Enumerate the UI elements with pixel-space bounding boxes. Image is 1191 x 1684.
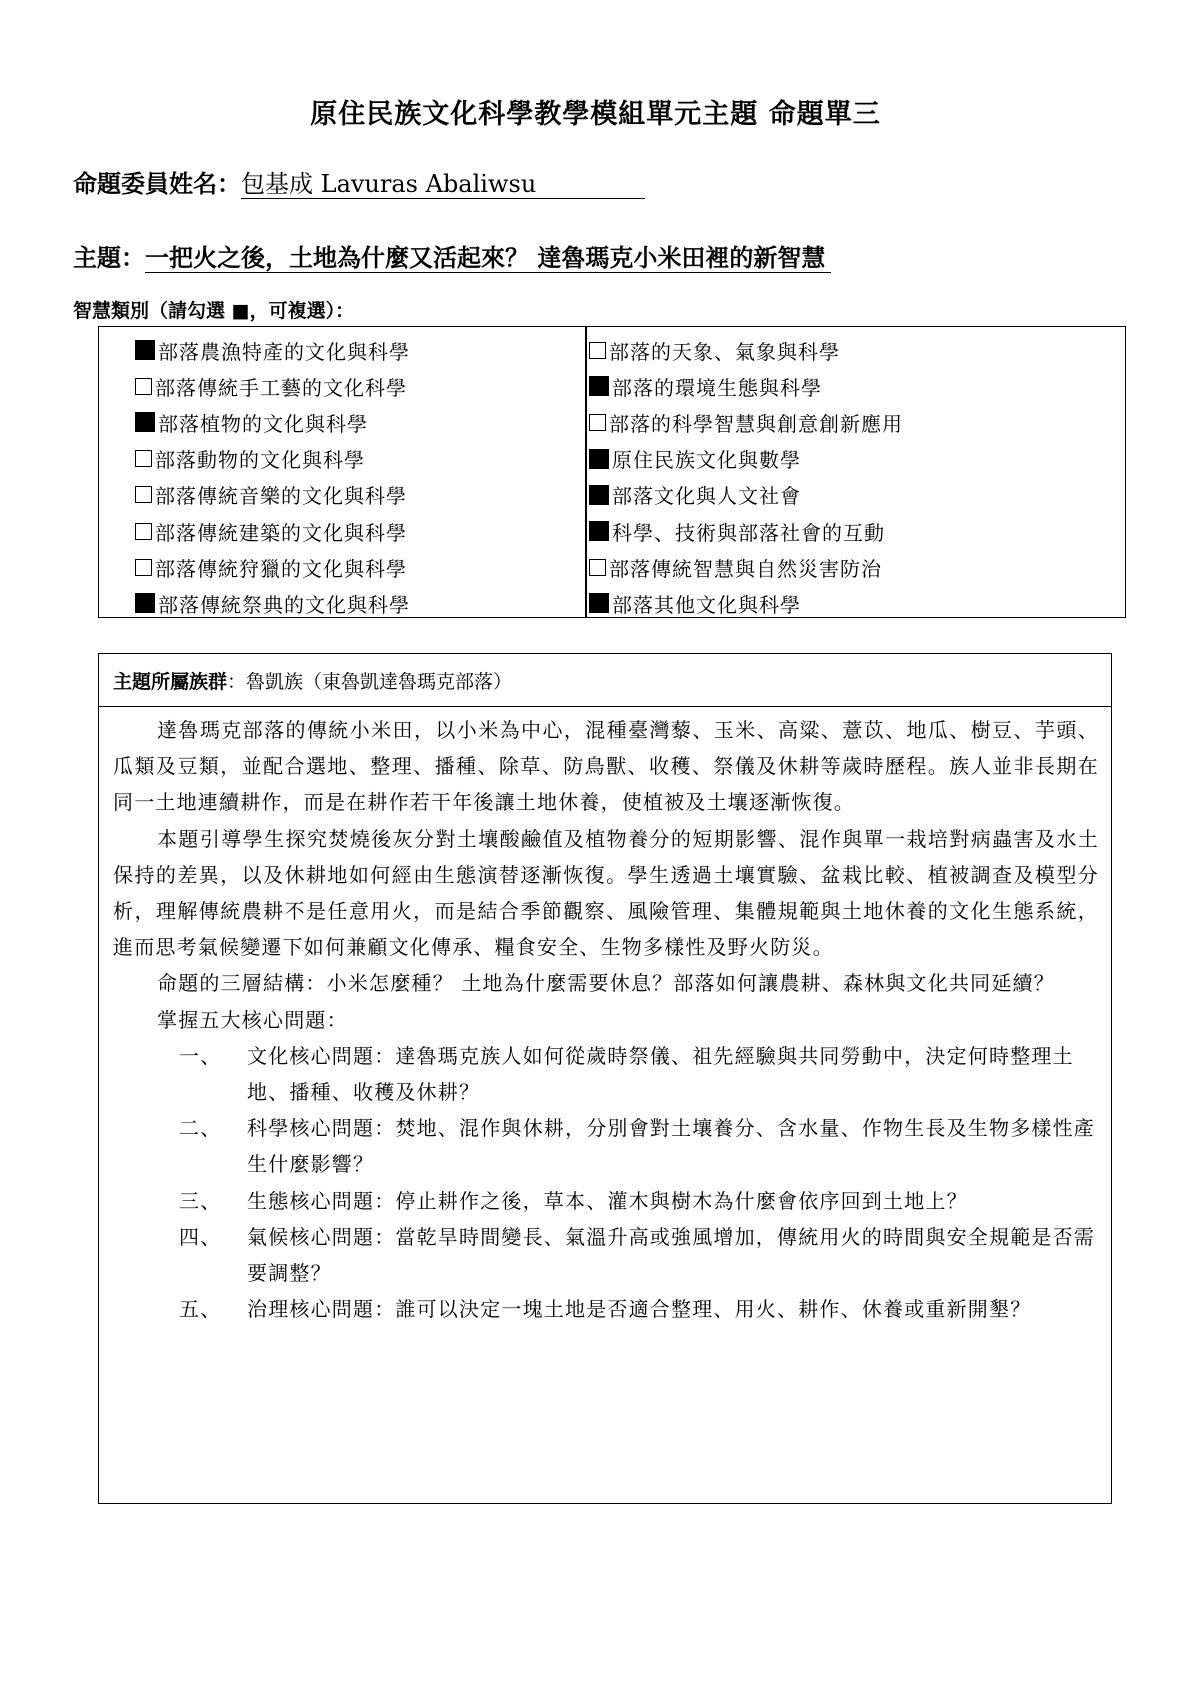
category-label: 部落農漁特產的文化與科學	[158, 339, 410, 364]
category-heading: 智慧類別（請勾選 ■，可複選）：	[73, 300, 355, 322]
ethnic-group-label: 主題所屬族群	[113, 670, 228, 693]
core-question-number: 三、	[179, 1188, 222, 1213]
core-question-text: 治理核心問題：誰可以決定一塊土地是否適合整理、用火、耕作、休養或重新開墾？	[247, 1297, 1032, 1322]
category-item[interactable]	[589, 549, 903, 585]
category-label: 部落傳統祭典的文化與科學	[158, 592, 410, 617]
category-label: 部落文化與人文社會	[612, 484, 801, 509]
category-item[interactable]	[135, 368, 410, 404]
description-paragraph: 本題引導學生探究焚燒後灰分對土壤酸鹼值及植物養分的短期影響、混作與單一栽培對病蟲害及水土保持的差異，以及休耕地如何經由生態演替逐漸恢復。學生透過土壤實驗、盆栽比較、植被調查及模型分析，理解傳統農耕不是任意用火，而是結合季節觀察、風險管理、集體規範與土地休養的文化生態系統，進而思考氣候變遷下如何兼顧文化傳承、糧食安全、生物多樣性及野火防災。	[113, 826, 1099, 960]
core-questions-list	[113, 1038, 1099, 1328]
checked-box-icon[interactable]	[135, 412, 155, 432]
document-title: 原住民族文化科學教學模組單元主題 命題單三	[310, 99, 881, 130]
checked-box-icon[interactable]	[135, 593, 155, 613]
unchecked-box-icon[interactable]	[589, 414, 606, 431]
category-label: 原住民族文化與數學	[612, 448, 801, 473]
committee-member-line	[73, 164, 645, 199]
unchecked-box-icon[interactable]	[135, 486, 152, 503]
ethnic-group-value: ：魯凱族（東魯凱達魯瑪克部落）	[227, 670, 513, 693]
category-item[interactable]	[589, 477, 903, 513]
core-question-number: 一、	[179, 1043, 222, 1068]
unchecked-box-icon[interactable]	[135, 559, 152, 576]
category-item[interactable]	[135, 513, 410, 549]
category-item[interactable]	[135, 332, 410, 368]
core-questions-heading: 掌握五大核心問題：	[157, 1007, 348, 1032]
core-question-text: 科學核心問題：焚地、混作與休耕，分別會對土壤養分、含水量、作物生長及生物多樣性產生什麼影響？	[247, 1116, 1095, 1177]
category-label: 部落其他文化與科學	[612, 592, 801, 617]
category-item[interactable]	[589, 513, 903, 549]
unchecked-box-icon[interactable]	[589, 342, 606, 359]
unchecked-box-icon[interactable]	[135, 523, 152, 540]
unchecked-box-icon[interactable]	[135, 450, 152, 467]
core-question-number: 二、	[179, 1116, 222, 1141]
core-question-item	[113, 1219, 1099, 1291]
category-item[interactable]	[135, 549, 410, 585]
category-label: 部落傳統建築的文化與科學	[155, 520, 407, 545]
core-question-text: 氣候核心問題：當乾旱時間變長、氣溫升高或強風增加，傳統用火的時間與安全規範是否需要調整？	[247, 1224, 1095, 1286]
category-item[interactable]	[589, 332, 903, 368]
category-label: 部落傳統手工藝的文化科學	[155, 375, 407, 400]
core-question-number: 四、	[179, 1224, 222, 1249]
unchecked-box-icon[interactable]	[589, 559, 606, 576]
category-column-right	[589, 332, 903, 622]
unchecked-box-icon[interactable]	[135, 378, 152, 395]
topic-line	[73, 238, 831, 273]
core-question-item	[113, 1291, 1099, 1327]
category-label: 科學、技術與部落社會的互動	[612, 520, 885, 545]
checked-box-icon[interactable]	[589, 376, 609, 396]
category-item[interactable]	[589, 404, 903, 440]
category-label: 部落的環境生態與科學	[612, 375, 822, 400]
category-column-left	[135, 332, 410, 622]
checked-box-icon[interactable]	[589, 593, 609, 613]
structure-paragraph: 命題的三層結構：小米怎麼種？ 土地為什麼需要休息？部落如何讓農耕、森林與文化共同延續？	[157, 971, 1055, 996]
category-checklist	[98, 326, 1126, 618]
checked-box-icon[interactable]	[135, 340, 155, 360]
category-item[interactable]	[589, 441, 903, 477]
topic-description-table	[98, 653, 1112, 1504]
category-item[interactable]	[589, 585, 903, 621]
core-question-text: 文化核心問題：達魯瑪克族人如何從歲時祭儀、祖先經驗與共同勞動中，決定何時整理土地、播種、收穫及休耕？	[247, 1043, 1074, 1105]
category-item[interactable]	[135, 441, 410, 477]
category-label: 部落的天象、氣象與科學	[609, 339, 840, 364]
description-body	[99, 712, 1111, 1327]
category-item[interactable]	[589, 368, 903, 404]
category-item[interactable]	[135, 404, 410, 440]
category-label: 部落植物的文化與科學	[158, 411, 368, 436]
core-question-number: 五、	[179, 1297, 222, 1322]
category-label: 部落傳統音樂的文化與科學	[155, 484, 407, 509]
category-item[interactable]	[135, 585, 410, 621]
topic-title: 一把火之後，土地為什麼又活起來？ 達魯瑪克小米田裡的新智慧	[145, 244, 831, 273]
committee-member-name: 包基成 Lavuras Abaliwsu	[241, 170, 645, 199]
topic-label: 主題：	[73, 243, 145, 272]
committee-member-label: 命題委員姓名：	[73, 169, 241, 198]
checked-box-icon[interactable]	[589, 449, 609, 469]
category-label: 部落的科學智慧與創意創新應用	[609, 411, 903, 436]
checked-box-icon[interactable]	[589, 485, 609, 505]
core-question-item	[113, 1110, 1099, 1182]
category-column-divider	[585, 327, 587, 617]
checked-box-icon[interactable]	[589, 521, 609, 541]
category-label: 部落傳統智慧與自然災害防治	[609, 556, 882, 581]
ethnic-group-row	[99, 654, 1111, 707]
core-question-item	[113, 1038, 1099, 1110]
description-paragraph: 達魯瑪克部落的傳統小米田，以小米為中心，混種臺灣藜、玉米、高粱、薏苡、地瓜、樹豆、芋頭、瓜類及豆類，並配合選地、整理、播種、除草、防鳥獸、收穫、祭儀及休耕等歲時歷程。族人並非長期在同一土地連續耕作，而是在耕作若干年後讓土地休養，使植被及土壤逐漸恢復。	[113, 718, 1099, 815]
category-label: 部落傳統狩獵的文化與科學	[155, 556, 407, 581]
category-item[interactable]	[135, 477, 410, 513]
category-label: 部落動物的文化與科學	[155, 448, 365, 473]
core-question-text: 生態核心問題：停止耕作之後，草本、灌木與樹木為什麼會依序回到土地上？	[247, 1188, 968, 1213]
core-question-item	[113, 1183, 1099, 1219]
